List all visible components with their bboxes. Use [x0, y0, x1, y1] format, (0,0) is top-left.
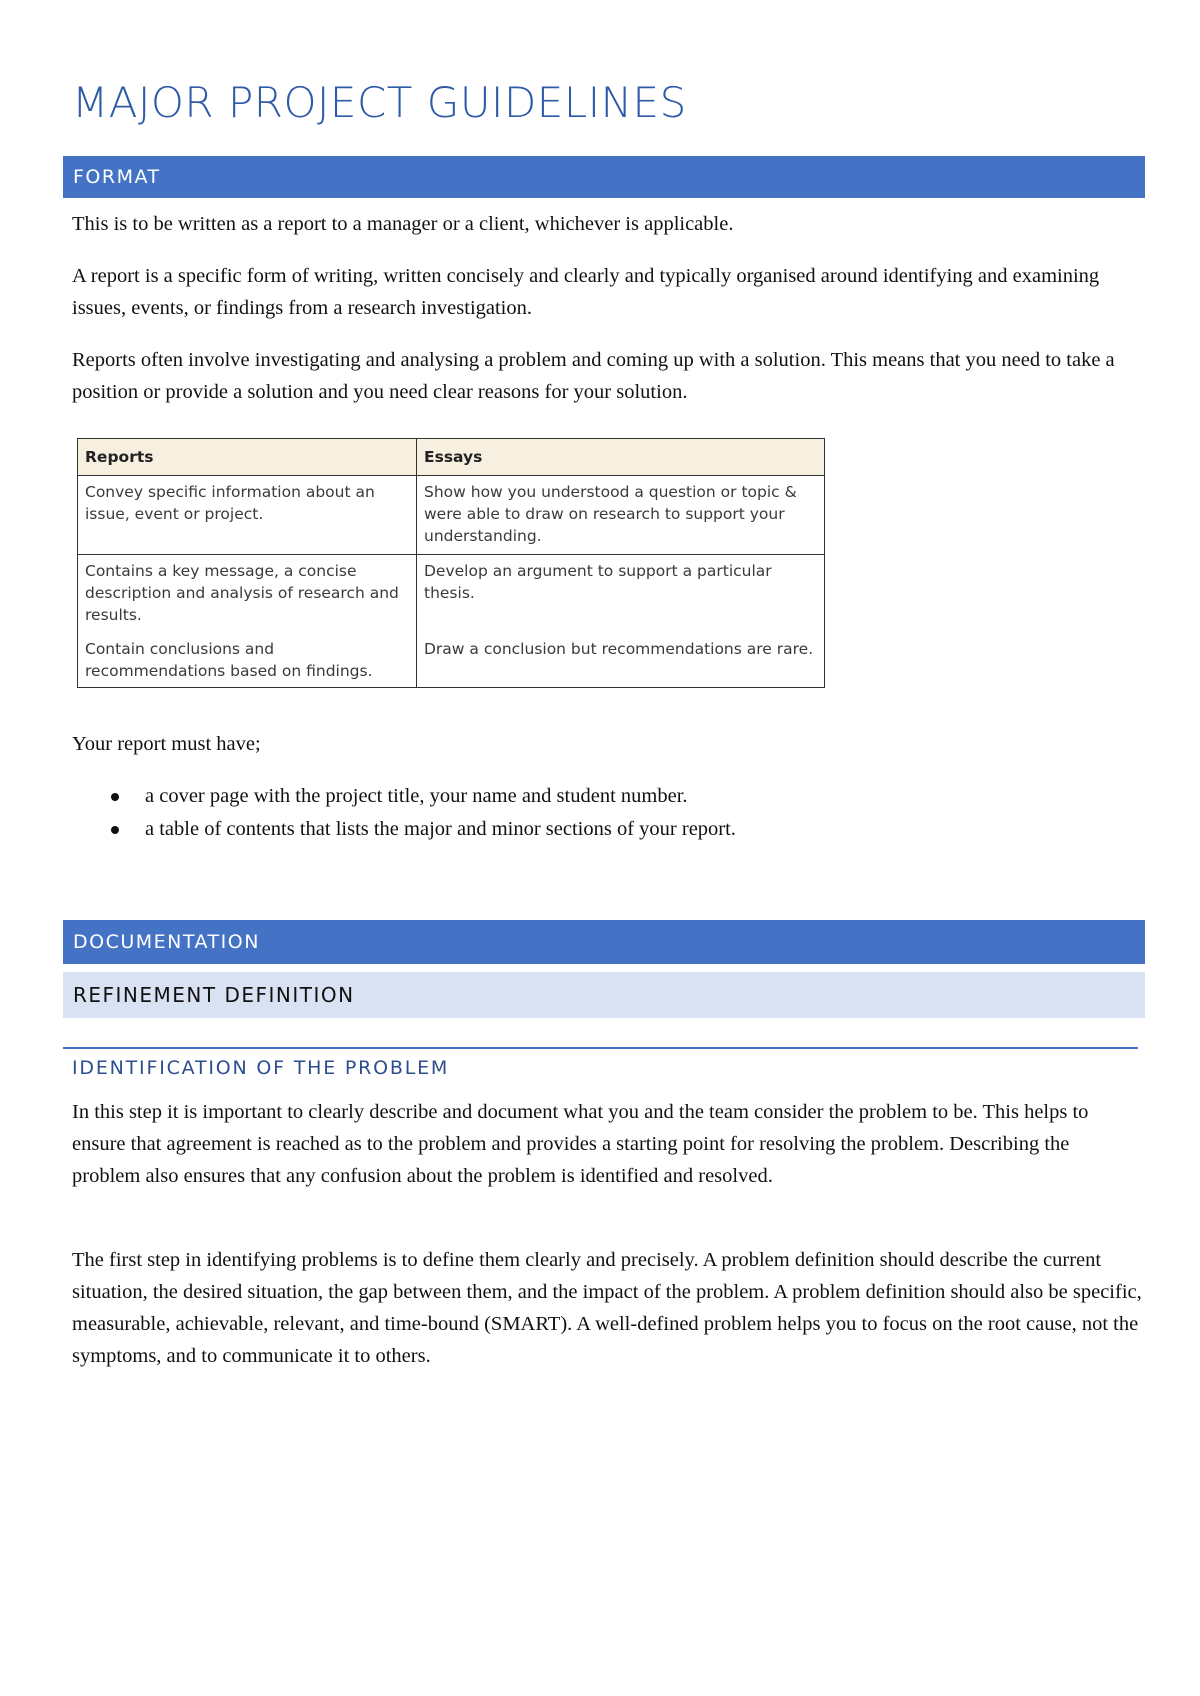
table-cell: Contain conclusions and recommendations based on findings.	[78, 633, 417, 688]
bullet-icon	[111, 793, 119, 801]
table-header-reports: Reports	[78, 439, 417, 476]
section-heading-documentation: DOCUMENTATION	[63, 920, 1145, 964]
document-title: MAJOR PROJECT GUIDELINES	[72, 78, 687, 127]
must-have-list	[72, 780, 736, 846]
table-cell: Show how you understood a question or topic & were able to draw on research to support your understanding.	[417, 476, 825, 555]
must-have-intro: Your report must have;	[72, 733, 261, 755]
reports-vs-essays-table	[77, 438, 825, 688]
section-heading-format: FORMAT	[63, 156, 1145, 198]
table-cell: Contains a key message, a concise description and analysis of research and results.	[78, 555, 417, 634]
documentation-paragraph-2: The first step in identifying problems is to define them clearly and precisely. A problem definition should describe the current situation, the desired situation, the gap between them, and the impact of the problem. A problem definition should also be specific, measurable, achievable, relevant, and time-bound (SMART). A well-defined problem helps you to focus on the root cause, not the symptoms, and to communicate it to others.	[72, 1249, 1142, 1367]
table-cell: Draw a conclusion but recommendations are rare.	[417, 633, 825, 688]
format-paragraph-3: Reports often involve investigating and analysing a problem and coming up with a solution. This means that you need to take a position or provide a solution and you need clear reasons for your solution.	[72, 349, 1115, 403]
table-header-essays: Essays	[417, 439, 825, 476]
table-cell: Develop an argument to support a particular thesis.	[417, 555, 825, 634]
table-row	[78, 633, 825, 688]
table-cell: Convey specific information about an issue, event or project.	[78, 476, 417, 555]
format-paragraph-1: This is to be written as a report to a manager or a client, whichever is applicable.	[72, 213, 734, 235]
list-item-text: a cover page with the project title, your name and student number.	[145, 785, 688, 807]
table-row	[78, 555, 825, 634]
format-paragraph-2: A report is a specific form of writing, written concisely and clearly and typically organised around identifying and examining issues, events, or findings from a research investigation.	[72, 265, 1100, 319]
documentation-paragraph-1: In this step it is important to clearly describe and document what you and the team consider the problem to be. This helps to ensure that agreement is reached as to the problem and provides a starting point for resolving the problem. Describing the problem also ensures that any confusion about the problem is identified and resolved.	[72, 1101, 1089, 1187]
list-item-text: a table of contents that lists the major and minor sections of your report.	[145, 818, 736, 840]
table-row	[78, 476, 825, 555]
bullet-icon	[111, 826, 119, 834]
divider	[63, 1047, 1138, 1049]
list-item	[72, 813, 736, 846]
topic-heading-identification: IDENTIFICATION OF THE PROBLEM	[72, 1057, 450, 1079]
subheading-refinement-definition: REFINEMENT DEFINITION	[63, 972, 1145, 1018]
list-item	[72, 780, 736, 813]
table-header-row	[78, 439, 825, 476]
